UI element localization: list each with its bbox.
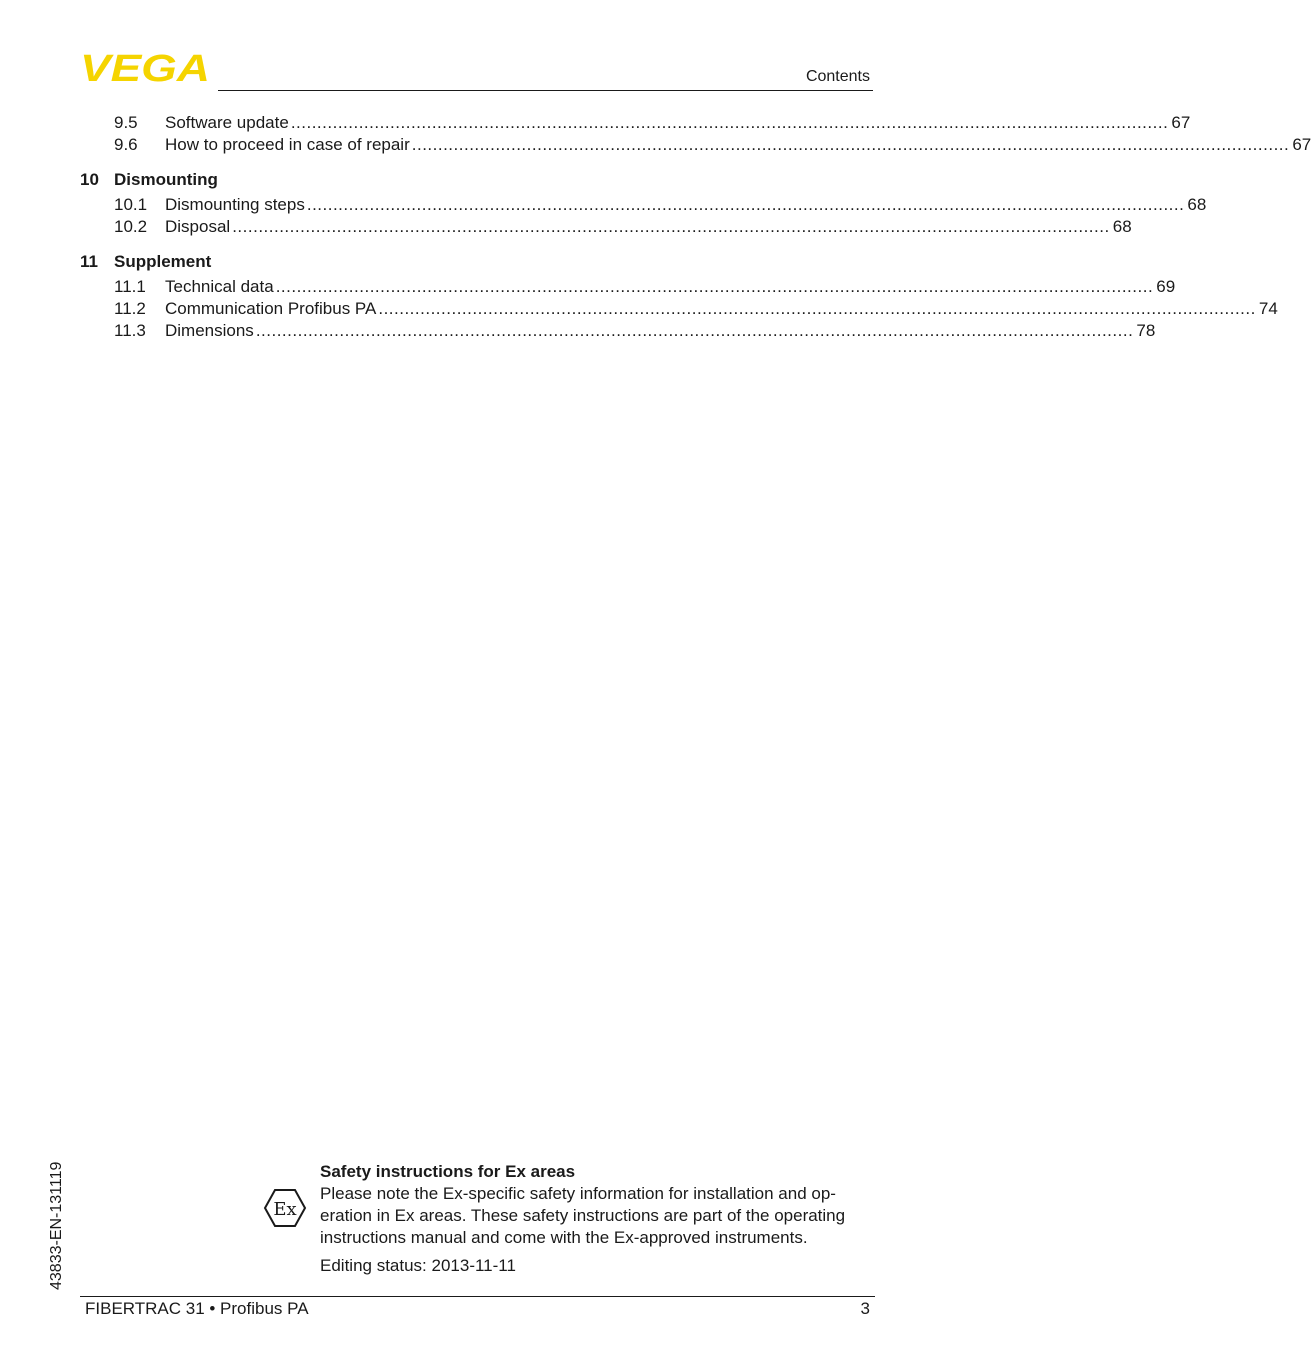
- toc-chapter[interactable]: [80, 251, 875, 273]
- toc-leader-dots: ........................................................................................................................................................................: [275, 277, 1154, 296]
- footer-rule: [80, 1296, 875, 1297]
- toc-entry-page: 74: [1258, 299, 1278, 318]
- toc-entry[interactable]: [80, 298, 1278, 320]
- toc-entry-number: 10.1: [114, 195, 148, 214]
- toc-chapter[interactable]: [80, 169, 875, 191]
- toc-entry-number: 9.6: [114, 135, 138, 154]
- svg-text:Ex: Ex: [273, 1199, 297, 1220]
- toc-chapter-number: 10: [80, 170, 99, 189]
- toc-entry-number: 10.2: [114, 217, 148, 236]
- svg-text:VEGA: VEGA: [80, 48, 210, 90]
- safety-heading: Safety instructions for Ex areas: [320, 1162, 576, 1181]
- ex-area-icon: [264, 1188, 306, 1228]
- document-code: 43833-EN-131119: [48, 1161, 65, 1290]
- toc-entry-page: 68: [1112, 217, 1132, 236]
- toc-entry[interactable]: [80, 216, 1132, 238]
- toc-entry-title: Communication Profibus PA: [165, 299, 377, 318]
- header-rule: [218, 90, 873, 91]
- toc-leader-dots: ........................................................................................................................................................................: [411, 135, 1290, 154]
- toc-chapter-title: Supplement: [114, 252, 212, 271]
- toc-entry-title: Dimensions: [165, 321, 254, 340]
- toc-leader-dots: ........................................................................................................................................................................: [290, 113, 1169, 132]
- toc-entry-number: 11.3: [114, 321, 146, 340]
- toc-entry-page: 78: [1136, 321, 1156, 340]
- toc-entry-page: 67: [1292, 135, 1311, 154]
- toc-entry-title: Technical data: [165, 277, 274, 296]
- toc-entry[interactable]: [80, 134, 1311, 156]
- toc-entry-page: 68: [1187, 195, 1207, 214]
- toc-entry-title: How to proceed in case of repair: [165, 135, 410, 154]
- safety-note: [320, 1161, 876, 1277]
- toc-entry-number: 11.2: [114, 299, 146, 318]
- toc-entry[interactable]: [80, 320, 1156, 342]
- toc-entry-title: Dismounting steps: [165, 195, 305, 214]
- toc-leader-dots: ........................................................................................................................................................................: [378, 299, 1256, 318]
- footer-product: FIBERTRAC 31 • Profibus PA: [85, 1299, 309, 1318]
- toc-chapter-number: 11: [80, 252, 98, 271]
- toc-chapter-title: Dismounting: [114, 170, 218, 189]
- page-number: 3: [860, 1299, 870, 1318]
- safety-text-line: instructions manual and come with the Ex-approved instruments.: [320, 1228, 808, 1247]
- safety-text-line: Please note the Ex-specific safety information for installation and op-: [320, 1184, 836, 1203]
- toc-leader-dots: ........................................................................................................................................................................: [255, 321, 1134, 340]
- toc-entry-title: Software update: [165, 113, 289, 132]
- toc-entry-page: 69: [1156, 277, 1176, 296]
- toc-entry-number: 11.1: [114, 277, 146, 296]
- toc-entry-title: Disposal: [165, 217, 231, 236]
- table-of-contents: [80, 112, 1311, 342]
- safety-text-line: eration in Ex areas. These safety instructions are part of the operating: [320, 1206, 846, 1225]
- toc-leader-dots: ........................................................................................................................................................................: [232, 217, 1110, 236]
- editing-status: Editing status: 2013-11-11: [320, 1256, 516, 1275]
- header-section-label: Contents: [805, 68, 870, 85]
- toc-entry-number: 9.5: [114, 113, 138, 132]
- toc-entry-page: 67: [1171, 113, 1191, 132]
- toc-entry[interactable]: [80, 276, 1176, 298]
- toc-entry[interactable]: [80, 194, 1207, 216]
- toc-leader-dots: ........................................................................................................................................................................: [306, 195, 1185, 214]
- vega-logo: [80, 48, 212, 90]
- toc-entry[interactable]: [80, 112, 1191, 134]
